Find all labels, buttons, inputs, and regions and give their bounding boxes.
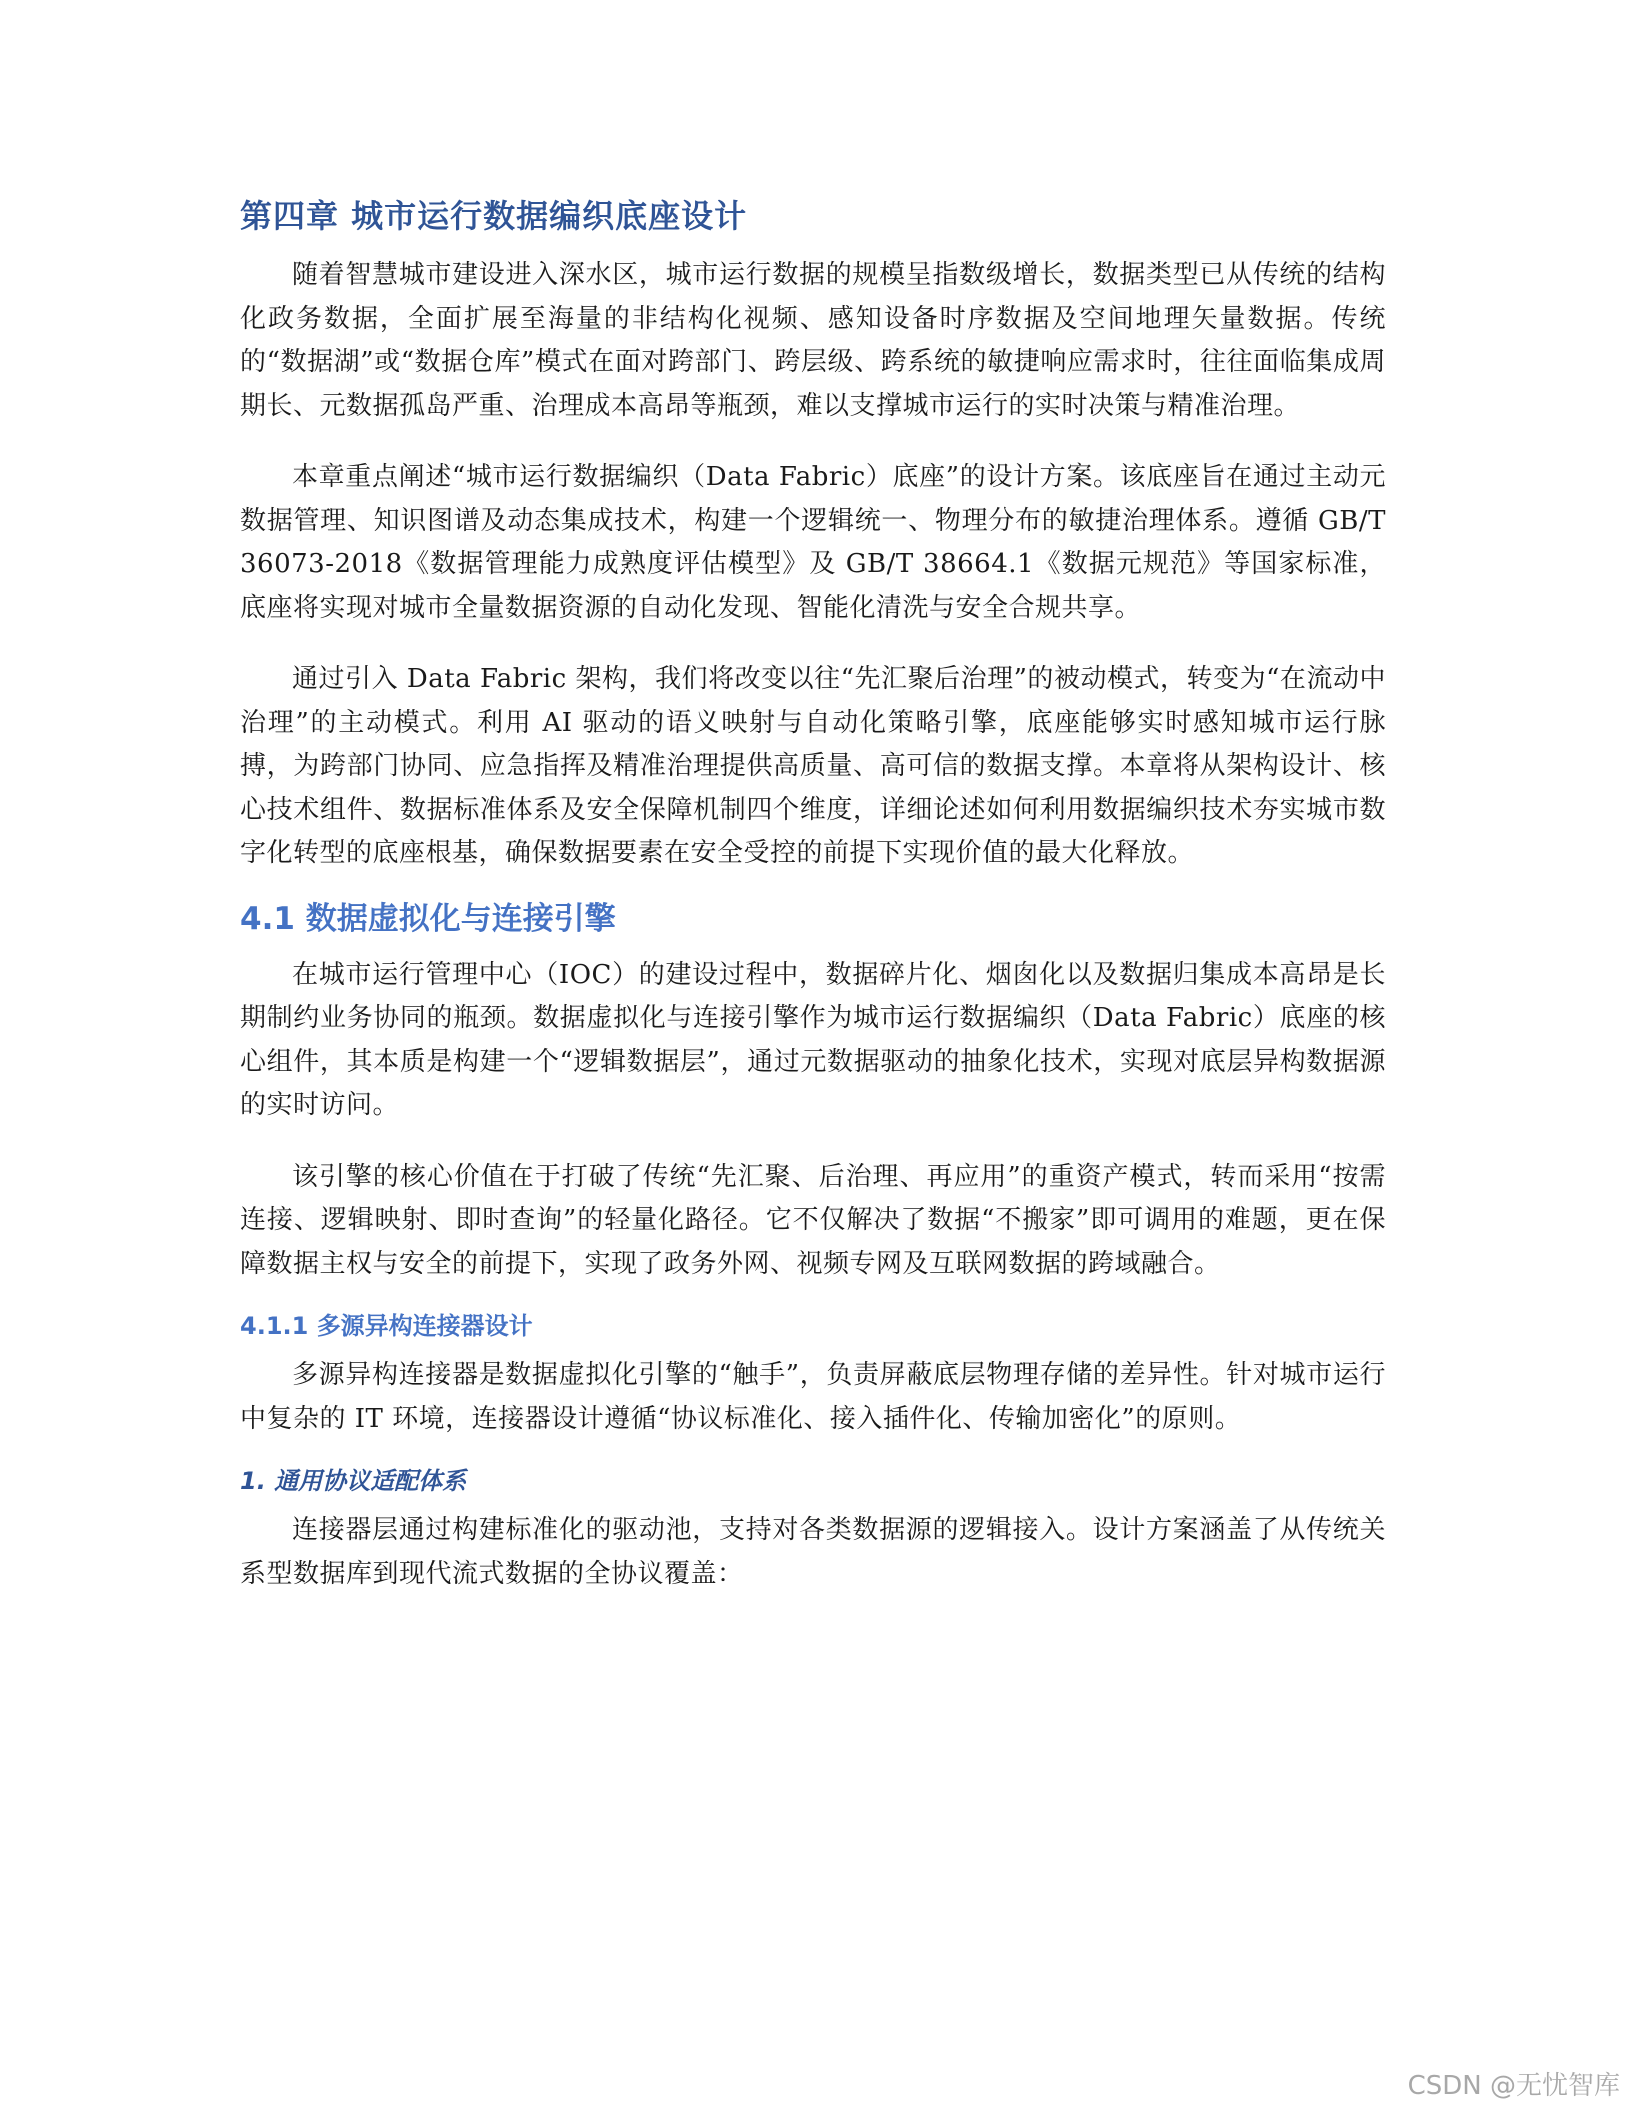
- item-1-paragraph: 连接器层通过构建标准化的驱动池，支持对各类数据源的逻辑接入。设计方案涵盖了从传统关系型数据库到现代流式数据的全协议覆盖：: [240, 1515, 1386, 1589]
- document-page: [240, 190, 1386, 1624]
- chapter-title: 第四章 城市运行数据编织底座设计: [240, 197, 748, 235]
- watermark: CSDN @无忧智库: [1407, 2071, 1620, 2101]
- section-4-1-1-title: 4.1.1 多源异构连接器设计: [240, 1312, 533, 1340]
- chapter-paragraph-1: 随着智慧城市建设进入深水区，城市运行数据的规模呈指数级增长，数据类型已从传统的结构化政务数据，全面扩展至海量的非结构化视频、感知设备时序数据及空间地理矢量数据。传统的“数据湖”或“数据仓库”模式在面对跨部门、跨层级、跨系统的敏捷响应需求时，往往面临集成周期长、元数据孤岛严重、治理成本高昂等瓶颈，难以支撑城市运行的实时决策与精准治理。: [240, 260, 1386, 421]
- section-4-1-paragraph-2: 该引擎的核心价值在于打破了传统“先汇聚、后治理、再应用”的重资产模式，转而采用“按需连接、逻辑映射、即时查询”的轻量化路径。它不仅解决了数据“不搬家”即可调用的难题，更在保障数据主权与安全的前提下，实现了政务外网、视频专网及互联网数据的跨域融合。: [240, 1161, 1386, 1279]
- section-4-1-title: 4.1 数据虚拟化与连接引擎: [240, 900, 616, 937]
- chapter-paragraph-3: 通过引入 Data Fabric 架构，我们将改变以往“先汇聚后治理”的被动模式，转变为“在流动中治理”的主动模式。利用 AI 驱动的语义映射与自动化策略引擎，底座能够实时感知城市运行脉搏，为跨部门协同、应急指挥及精准治理提供高质量、高可信的数据支撑。本章将从架构设计、核心技术组件、数据标准体系及安全保障机制四个维度，详细论述如何利用数据编织技术夯实城市数字化转型的底座根基，确保数据要素在安全受控的前提下实现价值的最大化释放。: [240, 664, 1386, 868]
- section-4-1-paragraph-1: 在城市运行管理中心（IOC）的建设过程中，数据碎片化、烟囱化以及数据归集成本高昂是长期制约业务协同的瓶颈。数据虚拟化与连接引擎作为城市运行数据编织（Data Fabric）底座的核心组件，其本质是构建一个“逻辑数据层”，通过元数据驱动的抽象化技术，实现对底层异构数据源的实时访问。: [240, 959, 1386, 1120]
- section-4-1-1-paragraph: 多源异构连接器是数据虚拟化引擎的“触手”，负责屏蔽底层物理存储的差异性。针对城市运行中复杂的 IT 环境，连接器设计遵循“协议标准化、接入插件化、传输加密化”的原则。: [240, 1360, 1386, 1434]
- item-1-title: 1. 通用协议适配体系: [240, 1467, 467, 1495]
- chapter-paragraph-2: 本章重点阐述“城市运行数据编织（Data Fabric）底座”的设计方案。该底座旨在通过主动元数据管理、知识图谱及动态集成技术，构建一个逻辑统一、物理分布的敏捷治理体系。遵循 GB/T 36073-2018《数据管理能力成熟度评估模型》及 GB/T 38664.1《数据元规范》等国家标准，底座将实现对城市全量数据资源的自动化发现、智能化清洗与安全合规共享。: [240, 462, 1386, 623]
